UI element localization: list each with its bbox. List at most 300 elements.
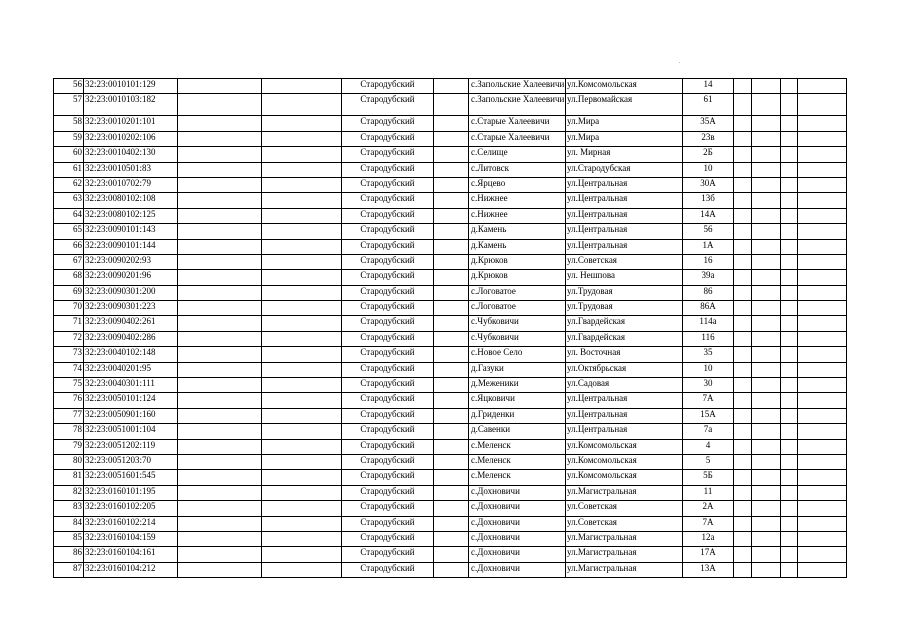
row-number: 70 xyxy=(54,301,84,316)
empty-cell xyxy=(178,147,262,162)
cadastral-number: 32:23:0010501:83 xyxy=(84,162,178,177)
row-number: 83 xyxy=(54,501,84,516)
cadastral-number: 32:23:0010103:182 xyxy=(84,94,178,116)
empty-cell xyxy=(434,439,469,454)
district-name: Стародубский xyxy=(342,316,434,331)
table-row xyxy=(54,547,847,562)
table-row xyxy=(54,239,847,254)
cadastral-number: 32:23:0051001:104 xyxy=(84,424,178,439)
empty-cell xyxy=(178,562,262,577)
locality-name: с.Старые Халеевичи xyxy=(469,131,566,146)
house-number: 2А xyxy=(683,501,734,516)
empty-cell xyxy=(734,378,752,393)
empty-cell xyxy=(752,285,781,300)
empty-cell xyxy=(752,439,781,454)
empty-cell xyxy=(262,562,342,577)
empty-cell xyxy=(178,193,262,208)
empty-cell xyxy=(752,347,781,362)
empty-cell xyxy=(798,347,847,362)
street-name: ул.Гвардейская xyxy=(566,316,683,331)
empty-cell xyxy=(262,470,342,485)
locality-name: с.Новое Село xyxy=(469,347,566,362)
empty-cell xyxy=(434,177,469,192)
empty-cell xyxy=(434,79,469,94)
locality-name: с.Дохновичи xyxy=(469,516,566,531)
empty-cell xyxy=(734,347,752,362)
empty-cell xyxy=(178,316,262,331)
row-number: 67 xyxy=(54,254,84,269)
table-row xyxy=(54,424,847,439)
house-number: 4 xyxy=(683,439,734,454)
table-row xyxy=(54,147,847,162)
house-number: 17А xyxy=(683,547,734,562)
empty-cell xyxy=(752,547,781,562)
locality-name: д.Газуки xyxy=(469,362,566,377)
empty-cell xyxy=(781,362,798,377)
table-row xyxy=(54,408,847,423)
empty-cell xyxy=(178,254,262,269)
empty-cell xyxy=(781,470,798,485)
table-row xyxy=(54,193,847,208)
empty-cell xyxy=(178,116,262,131)
row-number: 61 xyxy=(54,162,84,177)
locality-name: с.Чубковичи xyxy=(469,316,566,331)
empty-cell xyxy=(434,285,469,300)
empty-cell xyxy=(781,531,798,546)
district-name: Стародубский xyxy=(342,470,434,485)
empty-cell xyxy=(262,316,342,331)
empty-cell xyxy=(178,79,262,94)
row-number: 76 xyxy=(54,393,84,408)
table-row xyxy=(54,270,847,285)
house-number: 7А xyxy=(683,393,734,408)
empty-cell xyxy=(798,393,847,408)
table-row xyxy=(54,131,847,146)
empty-cell xyxy=(262,79,342,94)
row-number: 65 xyxy=(54,224,84,239)
street-name: ул.Центральная xyxy=(566,224,683,239)
district-name: Стародубский xyxy=(342,531,434,546)
district-name: Стародубский xyxy=(342,270,434,285)
empty-cell xyxy=(781,454,798,469)
street-name: ул.Комсомольская xyxy=(566,470,683,485)
empty-cell xyxy=(178,270,262,285)
property-table xyxy=(53,78,847,578)
locality-name: д.Меженики xyxy=(469,378,566,393)
empty-cell xyxy=(781,408,798,423)
empty-cell xyxy=(434,531,469,546)
empty-cell xyxy=(781,562,798,577)
empty-cell xyxy=(734,501,752,516)
table-row xyxy=(54,501,847,516)
district-name: Стародубский xyxy=(342,378,434,393)
district-name: Стародубский xyxy=(342,424,434,439)
house-number: 2Б xyxy=(683,147,734,162)
district-name: Стародубский xyxy=(342,177,434,192)
house-number: 13А xyxy=(683,562,734,577)
empty-cell xyxy=(262,94,342,116)
empty-cell xyxy=(798,439,847,454)
street-name: ул.Советская xyxy=(566,516,683,531)
empty-cell xyxy=(434,147,469,162)
district-name: Стародубский xyxy=(342,547,434,562)
empty-cell xyxy=(434,408,469,423)
house-number: 56 xyxy=(683,224,734,239)
locality-name: с.Дохновичи xyxy=(469,485,566,500)
empty-cell xyxy=(752,316,781,331)
empty-cell xyxy=(781,547,798,562)
empty-cell xyxy=(752,177,781,192)
empty-cell xyxy=(262,208,342,223)
cadastral-number: 32:23:0040102:148 xyxy=(84,347,178,362)
empty-cell xyxy=(178,531,262,546)
table-row xyxy=(54,116,847,131)
empty-cell xyxy=(752,470,781,485)
street-name: ул.Советская xyxy=(566,254,683,269)
empty-cell xyxy=(734,162,752,177)
empty-cell xyxy=(434,254,469,269)
row-number: 85 xyxy=(54,531,84,546)
empty-cell xyxy=(752,270,781,285)
row-number: 69 xyxy=(54,285,84,300)
empty-cell xyxy=(734,147,752,162)
district-name: Стародубский xyxy=(342,516,434,531)
empty-cell xyxy=(434,378,469,393)
house-number: 5 xyxy=(683,454,734,469)
cadastral-number: 32:23:0040201:95 xyxy=(84,362,178,377)
empty-cell xyxy=(752,162,781,177)
empty-cell xyxy=(798,301,847,316)
empty-cell xyxy=(262,393,342,408)
empty-cell xyxy=(798,562,847,577)
empty-cell xyxy=(262,454,342,469)
empty-cell xyxy=(798,285,847,300)
house-number: 16 xyxy=(683,254,734,269)
empty-cell xyxy=(752,424,781,439)
empty-cell xyxy=(781,393,798,408)
empty-cell xyxy=(262,408,342,423)
empty-cell xyxy=(752,331,781,346)
empty-cell xyxy=(752,531,781,546)
empty-cell xyxy=(781,501,798,516)
cadastral-number: 32:23:0160104:161 xyxy=(84,547,178,562)
empty-cell xyxy=(781,301,798,316)
empty-cell xyxy=(262,254,342,269)
street-name: ул.Мира xyxy=(566,131,683,146)
locality-name: с.Дохновичи xyxy=(469,562,566,577)
empty-cell xyxy=(178,285,262,300)
empty-cell xyxy=(798,224,847,239)
empty-cell xyxy=(781,94,798,116)
empty-cell xyxy=(734,79,752,94)
street-name: ул.Центральная xyxy=(566,193,683,208)
empty-cell xyxy=(781,239,798,254)
row-number: 74 xyxy=(54,362,84,377)
empty-cell xyxy=(178,347,262,362)
empty-cell xyxy=(798,531,847,546)
empty-cell xyxy=(178,301,262,316)
empty-cell xyxy=(734,424,752,439)
empty-cell xyxy=(781,424,798,439)
empty-cell xyxy=(781,79,798,94)
district-name: Стародубский xyxy=(342,131,434,146)
district-name: Стародубский xyxy=(342,362,434,377)
district-name: Стародубский xyxy=(342,331,434,346)
street-name: ул.Магистральная xyxy=(566,547,683,562)
empty-cell xyxy=(262,239,342,254)
empty-cell xyxy=(734,470,752,485)
cadastral-number: 32:23:0051203:70 xyxy=(84,454,178,469)
row-number: 80 xyxy=(54,454,84,469)
locality-name: д.Камень xyxy=(469,239,566,254)
empty-cell xyxy=(434,393,469,408)
empty-cell xyxy=(781,347,798,362)
empty-cell xyxy=(752,408,781,423)
empty-cell xyxy=(262,116,342,131)
empty-cell xyxy=(734,362,752,377)
empty-cell xyxy=(178,378,262,393)
empty-cell xyxy=(262,285,342,300)
row-number: 82 xyxy=(54,485,84,500)
row-number: 77 xyxy=(54,408,84,423)
locality-name: с.Яцковичи xyxy=(469,393,566,408)
empty-cell xyxy=(752,224,781,239)
empty-cell xyxy=(262,439,342,454)
empty-cell xyxy=(262,531,342,546)
empty-cell xyxy=(434,470,469,485)
street-name: ул.Трудовая xyxy=(566,285,683,300)
empty-cell xyxy=(178,208,262,223)
cadastral-number: 32:23:0160102:205 xyxy=(84,501,178,516)
empty-cell xyxy=(798,94,847,116)
empty-cell xyxy=(734,208,752,223)
row-number: 84 xyxy=(54,516,84,531)
row-number: 58 xyxy=(54,116,84,131)
cadastral-number: 32:23:0090402:261 xyxy=(84,316,178,331)
empty-cell xyxy=(734,393,752,408)
district-name: Стародубский xyxy=(342,562,434,577)
empty-cell xyxy=(781,316,798,331)
locality-name: д.Крюков xyxy=(469,270,566,285)
district-name: Стародубский xyxy=(342,193,434,208)
empty-cell xyxy=(798,79,847,94)
empty-cell xyxy=(752,516,781,531)
empty-cell xyxy=(798,547,847,562)
empty-cell xyxy=(434,316,469,331)
empty-cell xyxy=(178,177,262,192)
district-name: Стародубский xyxy=(342,301,434,316)
house-number: 23в xyxy=(683,131,734,146)
house-number: 116 xyxy=(683,331,734,346)
empty-cell xyxy=(798,254,847,269)
street-name: ул.Центральная xyxy=(566,177,683,192)
empty-cell xyxy=(262,270,342,285)
empty-cell xyxy=(734,316,752,331)
locality-name: с.Ярцево xyxy=(469,177,566,192)
empty-cell xyxy=(734,408,752,423)
street-name: ул.Стародубская xyxy=(566,162,683,177)
empty-cell xyxy=(434,131,469,146)
empty-cell xyxy=(262,362,342,377)
house-number: 39а xyxy=(683,270,734,285)
empty-cell xyxy=(178,485,262,500)
table-row xyxy=(54,285,847,300)
empty-cell xyxy=(178,470,262,485)
locality-name: д.Крюков xyxy=(469,254,566,269)
empty-cell xyxy=(752,94,781,116)
empty-cell xyxy=(752,501,781,516)
cadastral-number: 32:23:0010702:79 xyxy=(84,177,178,192)
empty-cell xyxy=(781,270,798,285)
table-row xyxy=(54,470,847,485)
empty-cell xyxy=(752,131,781,146)
empty-cell xyxy=(434,116,469,131)
empty-cell xyxy=(798,239,847,254)
empty-cell xyxy=(178,162,262,177)
empty-cell xyxy=(752,562,781,577)
street-name: ул.Садовая xyxy=(566,378,683,393)
empty-cell xyxy=(752,254,781,269)
empty-cell xyxy=(734,547,752,562)
empty-cell xyxy=(798,501,847,516)
table-row xyxy=(54,331,847,346)
empty-cell xyxy=(178,224,262,239)
row-number: 72 xyxy=(54,331,84,346)
empty-cell xyxy=(262,378,342,393)
empty-cell xyxy=(798,270,847,285)
district-name: Стародубский xyxy=(342,208,434,223)
street-name: ул.Трудовая xyxy=(566,301,683,316)
empty-cell xyxy=(434,547,469,562)
empty-cell xyxy=(262,516,342,531)
empty-cell xyxy=(781,516,798,531)
district-name: Стародубский xyxy=(342,224,434,239)
street-name: ул.Центральная xyxy=(566,393,683,408)
empty-cell xyxy=(798,516,847,531)
row-number: 66 xyxy=(54,239,84,254)
table-row xyxy=(54,254,847,269)
empty-cell xyxy=(781,162,798,177)
empty-cell xyxy=(752,301,781,316)
locality-name: с.Запольские Халеевичи xyxy=(469,94,566,116)
row-number: 75 xyxy=(54,378,84,393)
locality-name: с.Запольские Халеевичи xyxy=(469,79,566,94)
row-number: 63 xyxy=(54,193,84,208)
row-number: 59 xyxy=(54,131,84,146)
empty-cell xyxy=(798,424,847,439)
cadastral-number: 32:23:0160104:212 xyxy=(84,562,178,577)
district-name: Стародубский xyxy=(342,116,434,131)
table-row xyxy=(54,224,847,239)
empty-cell xyxy=(781,177,798,192)
locality-name: с.Меленск xyxy=(469,470,566,485)
empty-cell xyxy=(434,485,469,500)
cadastral-number: 32:23:0080102:125 xyxy=(84,208,178,223)
empty-cell xyxy=(434,331,469,346)
empty-cell xyxy=(178,501,262,516)
empty-cell xyxy=(178,454,262,469)
table-row xyxy=(54,79,847,94)
table-row xyxy=(54,516,847,531)
cadastral-number: 32:23:0090202:93 xyxy=(84,254,178,269)
locality-name: с.Старые Халеевичи xyxy=(469,116,566,131)
street-name: ул. Мирная xyxy=(566,147,683,162)
locality-name: с.Нижнее xyxy=(469,193,566,208)
row-number: 56 xyxy=(54,79,84,94)
row-number: 81 xyxy=(54,470,84,485)
empty-cell xyxy=(781,131,798,146)
street-name: ул. Восточная xyxy=(566,347,683,362)
empty-cell xyxy=(798,162,847,177)
empty-cell xyxy=(798,147,847,162)
house-number: 7А xyxy=(683,516,734,531)
district-name: Стародубский xyxy=(342,393,434,408)
empty-cell xyxy=(752,208,781,223)
street-name: ул. Нешпова xyxy=(566,270,683,285)
empty-cell xyxy=(178,424,262,439)
empty-cell xyxy=(262,347,342,362)
district-name: Стародубский xyxy=(342,347,434,362)
street-name: ул.Советская xyxy=(566,501,683,516)
empty-cell xyxy=(781,116,798,131)
street-name: ул.Магистральная xyxy=(566,485,683,500)
empty-cell xyxy=(734,193,752,208)
district-name: Стародубский xyxy=(342,147,434,162)
locality-name: д.Гриденки xyxy=(469,408,566,423)
cadastral-number: 32:23:0090101:144 xyxy=(84,239,178,254)
empty-cell xyxy=(752,147,781,162)
cadastral-number: 32:23:0050101:124 xyxy=(84,393,178,408)
empty-cell xyxy=(262,485,342,500)
empty-cell xyxy=(734,331,752,346)
empty-cell xyxy=(434,94,469,116)
empty-cell xyxy=(798,193,847,208)
house-number: 86А xyxy=(683,301,734,316)
cadastral-number: 32:23:0160101:195 xyxy=(84,485,178,500)
empty-cell xyxy=(262,162,342,177)
empty-cell xyxy=(734,224,752,239)
empty-cell xyxy=(434,424,469,439)
empty-cell xyxy=(734,116,752,131)
street-name: ул.Комсомольская xyxy=(566,454,683,469)
empty-cell xyxy=(434,193,469,208)
house-number: 1А xyxy=(683,239,734,254)
empty-cell xyxy=(752,239,781,254)
empty-cell xyxy=(434,270,469,285)
empty-cell xyxy=(434,454,469,469)
empty-cell xyxy=(434,347,469,362)
empty-cell xyxy=(434,516,469,531)
street-name: ул.Мира xyxy=(566,116,683,131)
locality-name: с.Логоватое xyxy=(469,285,566,300)
house-number: 35А xyxy=(683,116,734,131)
locality-name: д.Савенки xyxy=(469,424,566,439)
street-name: ул.Комсомольская xyxy=(566,439,683,454)
empty-cell xyxy=(798,316,847,331)
empty-cell xyxy=(798,470,847,485)
house-number: 86 xyxy=(683,285,734,300)
house-number: 15А xyxy=(683,408,734,423)
empty-cell xyxy=(734,531,752,546)
street-name: ул.Первомайская xyxy=(566,94,683,116)
empty-cell xyxy=(752,378,781,393)
empty-cell xyxy=(781,285,798,300)
empty-cell xyxy=(752,116,781,131)
row-number: 60 xyxy=(54,147,84,162)
house-number: 5Б xyxy=(683,470,734,485)
empty-cell xyxy=(262,501,342,516)
locality-name: с.Меленск xyxy=(469,454,566,469)
